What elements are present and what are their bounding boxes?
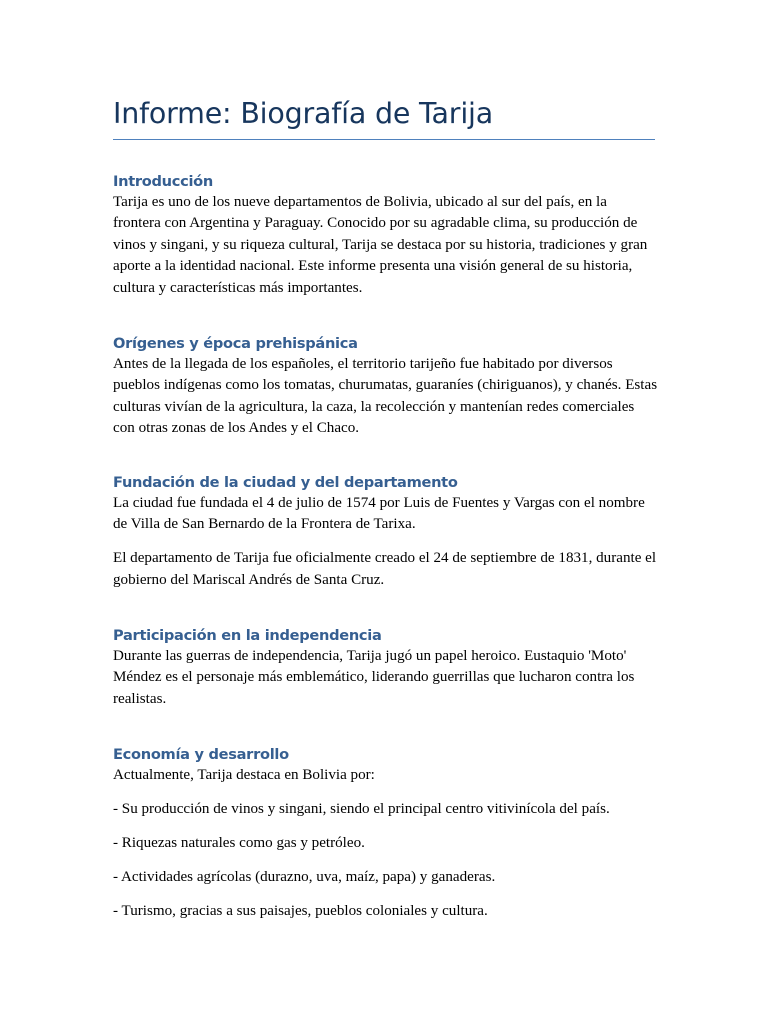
section-fundacion	[113, 472, 658, 591]
list-item: - Riquezas naturales como gas y petróleo.	[113, 835, 365, 851]
section-heading: Fundación de la ciudad y del departamento	[113, 474, 458, 491]
section-origenes	[113, 333, 658, 440]
document-title: Informe: Biografía de Tarija	[113, 97, 494, 130]
section-heading: Economía y desarrollo	[113, 746, 289, 763]
section-paragraph: Durante las guerras de independencia, Tarija jugó un papel heroico. Eustaquio 'Moto' Méndez es el personaje más emblemático, liderando guerrillas que lucharon contra los realistas.	[113, 648, 635, 707]
section-paragraph: El departamento de Tarija fue oficialmente creado el 24 de septiembre de 1831, durante el gobierno del Mariscal Andrés de Santa Cruz.	[113, 550, 657, 588]
list-item: - Actividades agrícolas (durazno, uva, maíz, papa) y ganaderas.	[113, 869, 496, 885]
section-paragraph: Actualmente, Tarija destaca en Bolivia por:	[113, 767, 375, 783]
section-introduccion	[113, 171, 658, 299]
title-underline	[113, 139, 655, 140]
section-economia	[113, 744, 658, 922]
list-item: - Turismo, gracias a sus paisajes, pueblos coloniales y cultura.	[113, 903, 488, 919]
section-independencia	[113, 625, 658, 710]
list-item: - Su producción de vinos y singani, siendo el principal centro vitivinícola del país.	[113, 801, 610, 817]
section-paragraph: Tarija es uno de los nueve departamentos de Bolivia, ubicado al sur del país, en la frontera con Argentina y Paraguay. Conocido por su agradable clima, su producción de vinos y singani, y su riqueza cultural, Tarija se destaca por su historia, tradiciones y gran aporte a la identidad nacional. Este informe presenta una visión general de su historia, cultura y características más importantes.	[113, 194, 648, 296]
section-heading: Introducción	[113, 173, 213, 190]
section-heading: Orígenes y época prehispánica	[113, 335, 358, 352]
section-paragraph: Antes de la llegada de los españoles, el territorio tarijeño fue habitado por diversos pueblos indígenas como los tomatas, churumatas, guaraníes (chiriguanos), y chanés. Estas culturas vivían de la agricultura, la caza, la recolección y mantenían redes comerciales con otras zonas de los Andes y el Chaco.	[113, 356, 658, 437]
section-paragraph: La ciudad fue fundada el 4 de julio de 1574 por Luis de Fuentes y Vargas con el nombre de Villa de San Bernardo de la Frontera de Tarixa.	[113, 495, 645, 533]
section-heading: Participación en la independencia	[113, 627, 382, 644]
